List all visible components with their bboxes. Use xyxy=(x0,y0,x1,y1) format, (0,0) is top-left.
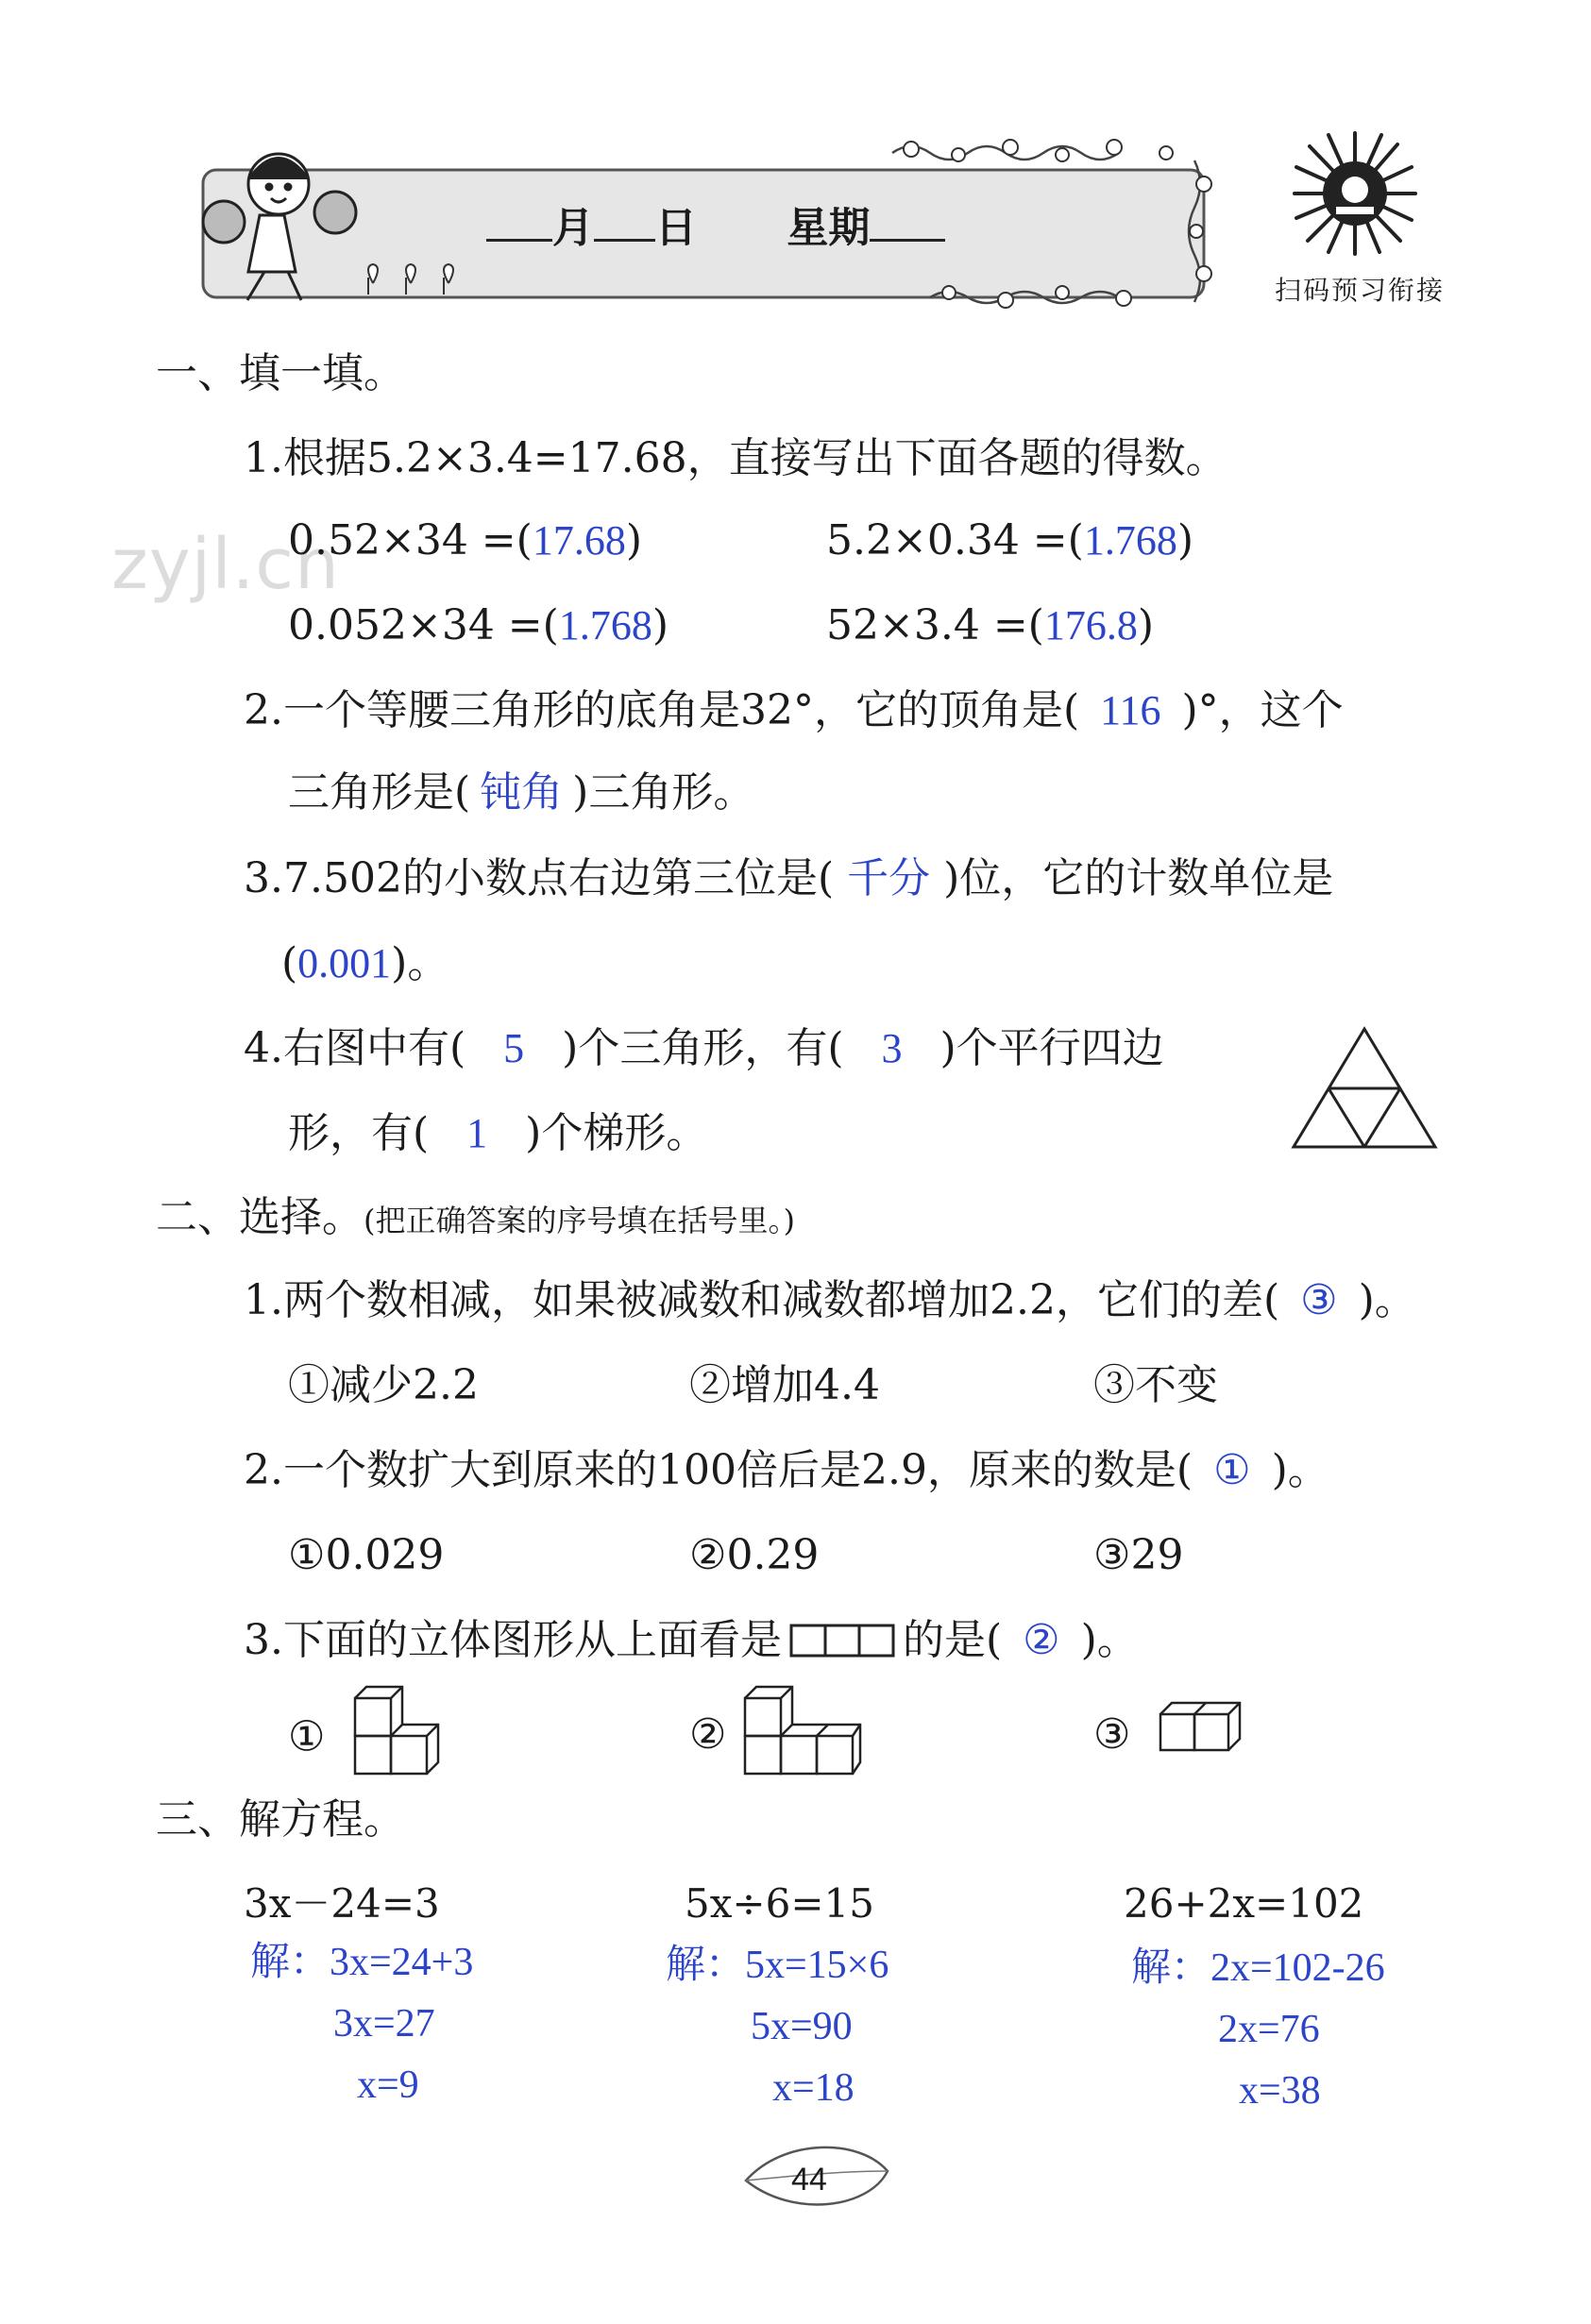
answer[interactable]: 0.001 xyxy=(297,940,392,986)
choice-q3-option-3[interactable]: ③ xyxy=(1093,1710,1131,1759)
solution-step[interactable]: 3x=27 xyxy=(333,2002,435,2046)
answer[interactable]: 3 xyxy=(881,1025,903,1071)
solution-step[interactable]: x=9 xyxy=(357,2063,419,2107)
solution-step[interactable]: x=38 xyxy=(1239,2069,1321,2113)
section1-title: 一、填一填。 xyxy=(156,349,405,397)
answer[interactable]: 5 xyxy=(503,1025,525,1071)
qr-code-icon[interactable] xyxy=(1289,127,1421,260)
section3-title: 三、解方程。 xyxy=(156,1795,405,1844)
q1-item-1: 0.52×34 =(17.68) xyxy=(288,516,643,564)
equation-1: 3x－24=3 xyxy=(244,1880,440,1927)
answer[interactable]: 176.8 xyxy=(1043,602,1138,648)
week-label: 星期 xyxy=(787,204,871,252)
solution-step[interactable]: 解：3x=24+3 xyxy=(250,1941,474,1984)
qr-label: 扫码预习衔接 xyxy=(1275,275,1446,306)
solid-figure-1 xyxy=(351,1685,441,1779)
q3-line2: (0.001)。 xyxy=(281,939,449,987)
solution-step[interactable]: x=18 xyxy=(772,2066,855,2110)
choice-q2-option-3[interactable]: ③29 xyxy=(1093,1531,1184,1579)
q4-line1: 4.右图中有( 5 )个三角形，有( 3 )个平行四边 xyxy=(244,1024,1164,1072)
solution-step[interactable]: 2x=76 xyxy=(1218,2008,1320,2051)
q3-line1: 3.7.502的小数点右边第三位是( 千分 )位，它的计数单位是 xyxy=(244,854,1334,902)
section2-title: 二、选择。(把正确答案的序号填在括号里。) xyxy=(156,1193,795,1241)
solid-figure-2 xyxy=(741,1685,864,1779)
solution-step[interactable]: 解：5x=15×6 xyxy=(666,1944,889,1987)
top-view-figure xyxy=(789,1624,895,1658)
q2-line2: 三角形是( 钝角 )三角形。 xyxy=(288,768,755,817)
day-label: 日 xyxy=(655,204,697,252)
month-blank[interactable] xyxy=(486,201,552,242)
section2-note: (把正确答案的序号填在括号里。) xyxy=(364,1203,795,1238)
q1-item-3: 0.052×34 =(1.768) xyxy=(288,601,669,649)
equation-3: 26+2x=102 xyxy=(1124,1880,1364,1927)
answer[interactable]: 116 xyxy=(1100,687,1161,733)
watermark: zyjl.cn xyxy=(111,524,340,605)
answer[interactable]: 钝角 xyxy=(480,769,564,816)
day-blank[interactable] xyxy=(594,201,655,242)
q2-line1: 2.一个等腰三角形的底角是32°，它的顶角是( 116 )°，这个 xyxy=(244,686,1344,734)
answer[interactable]: ① xyxy=(1213,1447,1251,1493)
q1-item-4: 52×3.4 =(176.8) xyxy=(826,601,1155,649)
page-number: 44 xyxy=(791,2162,827,2198)
choice-q2-option-1[interactable]: ①0.029 xyxy=(288,1531,445,1579)
triangle-figure xyxy=(1289,1024,1440,1152)
answer[interactable]: ③ xyxy=(1300,1277,1338,1323)
solution-step[interactable]: 5x=90 xyxy=(751,2005,853,2048)
choice-q1-option-1[interactable]: ①减少2.2 xyxy=(288,1361,479,1409)
choice-q1-stem: 1.两个数相减，如果被减数和减数都增加2.2，它们的差( ③ )。 xyxy=(244,1276,1416,1324)
solid-figure-3 xyxy=(1157,1699,1242,1756)
q1-item-2: 5.2×0.34 =(1.768) xyxy=(826,516,1194,564)
answer[interactable]: 1 xyxy=(466,1110,488,1156)
choice-q3-option-2[interactable]: ② xyxy=(689,1710,727,1759)
month-label: 月 xyxy=(552,204,594,252)
choice-q1-option-2[interactable]: ②增加4.4 xyxy=(689,1361,880,1409)
q1-stem: 1.根据5.2×3.4=17.68，直接写出下面各题的得数。 xyxy=(244,434,1227,482)
date-line xyxy=(486,194,945,254)
answer[interactable]: 17.68 xyxy=(532,517,626,564)
q4-line2: 形，有( 1 )个梯形。 xyxy=(288,1109,708,1157)
solution-step[interactable]: 解：2x=102-26 xyxy=(1131,1946,1385,1990)
equation-2: 5x÷6=15 xyxy=(685,1880,874,1927)
week-blank[interactable] xyxy=(870,201,945,242)
choice-q1-option-3[interactable]: ③不变 xyxy=(1093,1361,1218,1409)
answer[interactable]: 1.768 xyxy=(1083,517,1177,564)
answer[interactable]: ② xyxy=(1023,1617,1060,1663)
choice-q2-stem: 2.一个数扩大到原来的100倍后是2.9，原来的数是( ① )。 xyxy=(244,1446,1329,1494)
choice-q2-option-2[interactable]: ②0.29 xyxy=(689,1531,820,1579)
choice-q3-stem: 3.下面的立体图形从上面看是 的是( ② )。 xyxy=(244,1616,1139,1664)
choice-q3-option-1[interactable]: ① xyxy=(288,1712,326,1761)
answer[interactable]: 千分 xyxy=(847,855,931,901)
answer[interactable]: 1.768 xyxy=(558,602,652,648)
